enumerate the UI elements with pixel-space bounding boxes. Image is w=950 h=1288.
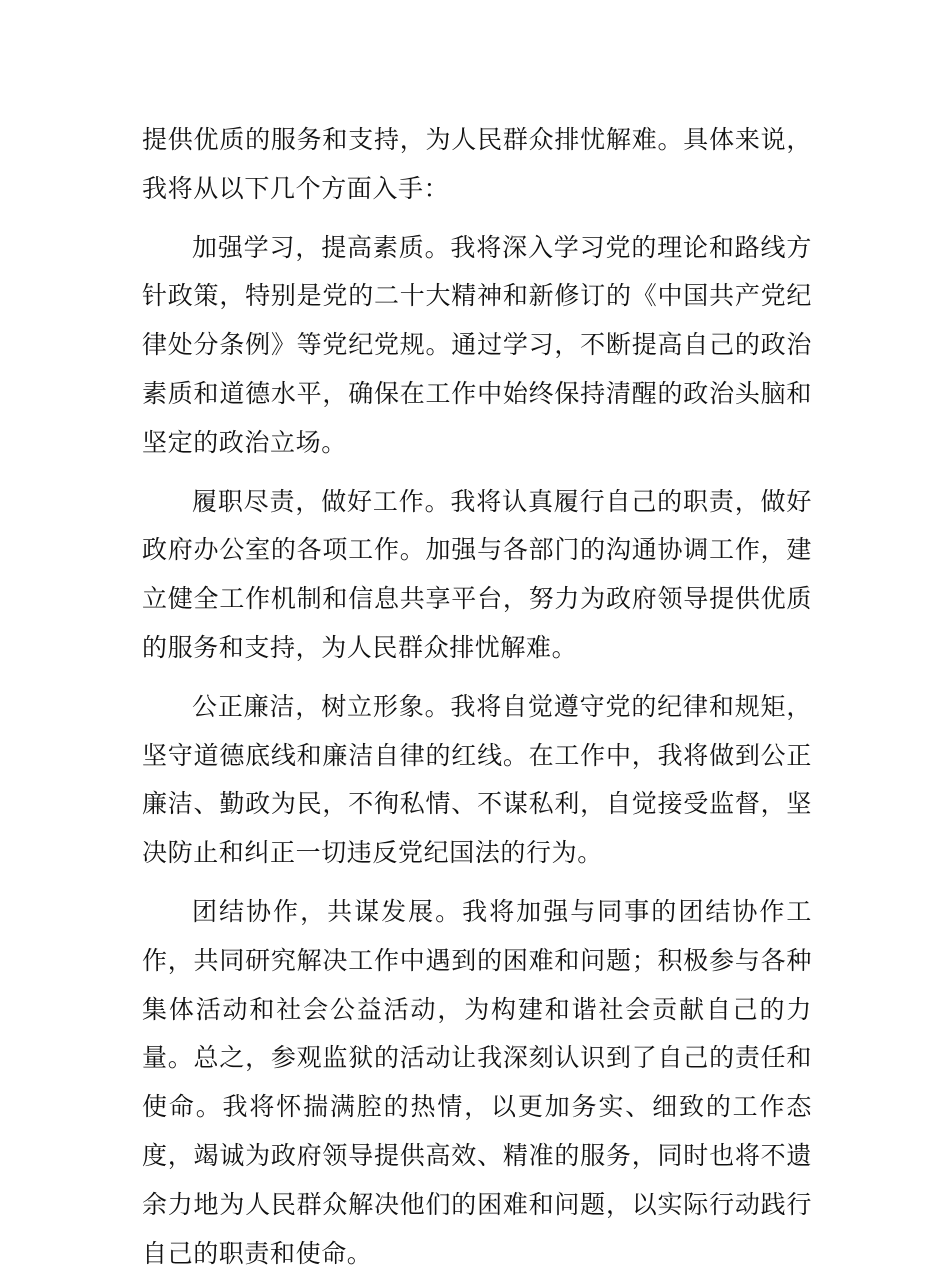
paragraph-unity: 团结协作，共谋发展。我将加强与同事的团结协作工作，共同研究解决工作中遇到的困难和问题；积极参与各种集体活动和社会公益活动，为构建和谐社会贡献自己的力量。总之，参观监狱的活动让我深刻认识到了自己的责任和使命。我将怀揣满腔的热情，以更加务实、细致的工作态度，竭诚为政府领导提供高效、精准的服务，同时也将不遗余力地为人民群众解决他们的困难和问题，以实际行动践行自己的职责和使命。	[142, 896, 812, 1268]
paragraph-intro-continuation: 提供优质的服务和支持，为人民群众排忧解难。具体来说，我将从以下几个方面入手：	[142, 125, 812, 203]
paragraph-duty: 履职尽责，做好工作。我将认真履行自己的职责，做好政府办公室的各项工作。加强与各部门的沟通协调工作，建立健全工作机制和信息共享平台，努力为政府领导提供优质的服务和支持，为人民群众排忧解难。	[142, 486, 812, 662]
paragraph-study: 加强学习，提高素质。我将深入学习党的理论和路线方针政策，特别是党的二十大精神和新修订的《中国共产党纪律处分条例》等党纪党规。通过学习，不断提高自己的政治素质和道德水平，确保在工作中始终保持清醒的政治头脑和坚定的政治立场。	[142, 232, 812, 457]
paragraph-integrity: 公正廉洁，树立形象。我将自觉遵守党的纪律和规矩，坚守道德底线和廉洁自律的红线。在工作中，我将做到公正廉洁、勤政为民，不徇私情、不谋私利，自觉接受监督，坚决防止和纠正一切违反党纪国法的行为。	[142, 691, 812, 868]
document-body	[142, 116, 812, 1288]
